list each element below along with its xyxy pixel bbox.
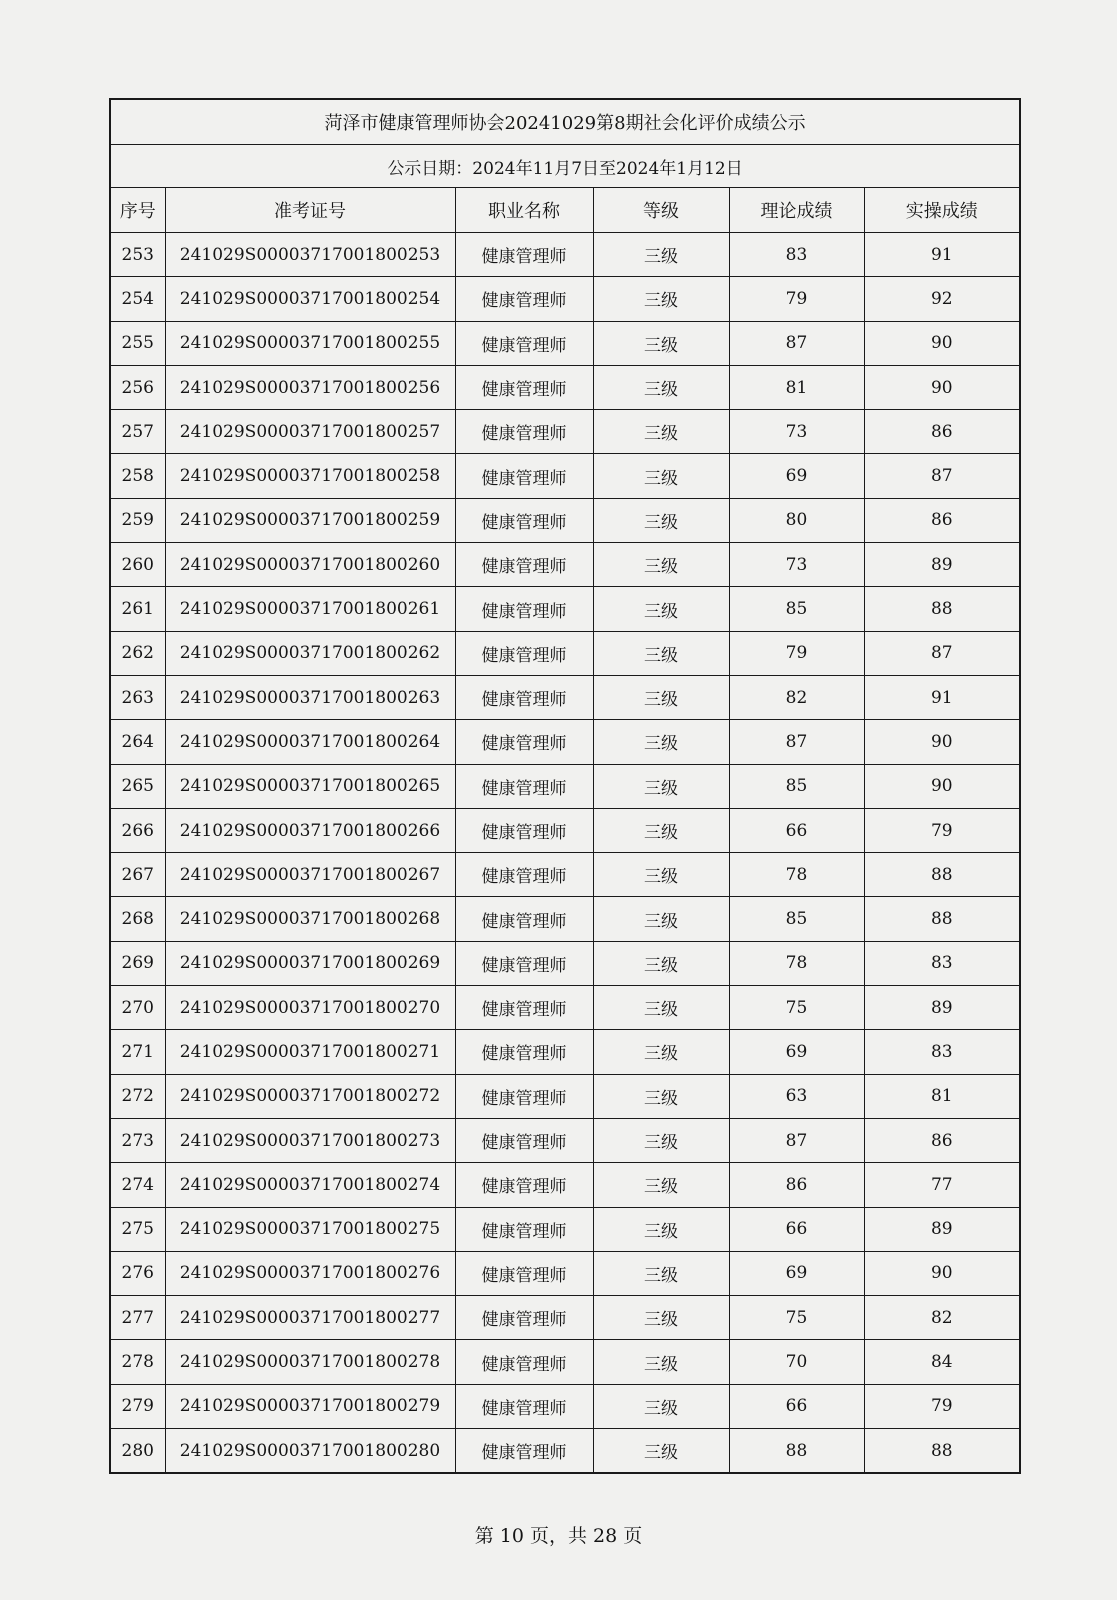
cell-index: 257 bbox=[110, 410, 165, 454]
cell-theory-score: 66 bbox=[729, 1207, 864, 1251]
cell-exam-id: 241029S00003717001800260 bbox=[165, 543, 455, 587]
cell-index: 260 bbox=[110, 543, 165, 587]
cell-theory-score: 66 bbox=[729, 1384, 864, 1428]
cell-practical-score: 82 bbox=[864, 1296, 1020, 1340]
cell-level: 三级 bbox=[593, 498, 729, 542]
cell-theory-score: 87 bbox=[729, 1118, 864, 1162]
cell-level: 三级 bbox=[593, 675, 729, 719]
table-row bbox=[110, 277, 1020, 321]
cell-level: 三级 bbox=[593, 1384, 729, 1428]
cell-level: 三级 bbox=[593, 454, 729, 498]
cell-level: 三级 bbox=[593, 808, 729, 852]
cell-theory-score: 85 bbox=[729, 897, 864, 941]
cell-practical-score: 86 bbox=[864, 498, 1020, 542]
cell-index: 271 bbox=[110, 1030, 165, 1074]
cell-theory-score: 79 bbox=[729, 631, 864, 675]
cell-practical-score: 77 bbox=[864, 1163, 1020, 1207]
cell-theory-score: 85 bbox=[729, 764, 864, 808]
cell-practical-score: 79 bbox=[864, 808, 1020, 852]
table-row bbox=[110, 233, 1020, 277]
table-row bbox=[110, 1030, 1020, 1074]
cell-practical-score: 83 bbox=[864, 941, 1020, 985]
col-header-theory-score: 理论成绩 bbox=[729, 188, 864, 233]
cell-exam-id: 241029S00003717001800277 bbox=[165, 1296, 455, 1340]
table-row bbox=[110, 365, 1020, 409]
table-row bbox=[110, 853, 1020, 897]
cell-practical-score: 83 bbox=[864, 1030, 1020, 1074]
cell-exam-id: 241029S00003717001800272 bbox=[165, 1074, 455, 1118]
cell-level: 三级 bbox=[593, 1074, 729, 1118]
cell-theory-score: 86 bbox=[729, 1163, 864, 1207]
table-row bbox=[110, 498, 1020, 542]
cell-occupation: 健康管理师 bbox=[455, 1340, 593, 1384]
cell-theory-score: 88 bbox=[729, 1429, 864, 1474]
cell-exam-id: 241029S00003717001800269 bbox=[165, 941, 455, 985]
page-footer: 第 10 页，共 28 页 bbox=[474, 1525, 643, 1547]
table-row bbox=[110, 808, 1020, 852]
cell-exam-id: 241029S00003717001800279 bbox=[165, 1384, 455, 1428]
cell-theory-score: 69 bbox=[729, 1251, 864, 1295]
cell-occupation: 健康管理师 bbox=[455, 498, 593, 542]
cell-occupation: 健康管理师 bbox=[455, 853, 593, 897]
cell-occupation: 健康管理师 bbox=[455, 1251, 593, 1295]
score-table bbox=[109, 98, 1021, 1474]
cell-level: 三级 bbox=[593, 897, 729, 941]
cell-exam-id: 241029S00003717001800276 bbox=[165, 1251, 455, 1295]
cell-occupation: 健康管理师 bbox=[455, 1384, 593, 1428]
cell-theory-score: 81 bbox=[729, 365, 864, 409]
cell-exam-id: 241029S00003717001800261 bbox=[165, 587, 455, 631]
cell-index: 254 bbox=[110, 277, 165, 321]
cell-exam-id: 241029S00003717001800266 bbox=[165, 808, 455, 852]
table-row bbox=[110, 941, 1020, 985]
header-row bbox=[110, 188, 1020, 233]
cell-exam-id: 241029S00003717001800280 bbox=[165, 1429, 455, 1474]
cell-level: 三级 bbox=[593, 853, 729, 897]
cell-occupation: 健康管理师 bbox=[455, 1074, 593, 1118]
table-row bbox=[110, 1163, 1020, 1207]
cell-theory-score: 80 bbox=[729, 498, 864, 542]
cell-practical-score: 89 bbox=[864, 986, 1020, 1030]
cell-index: 267 bbox=[110, 853, 165, 897]
cell-exam-id: 241029S00003717001800263 bbox=[165, 675, 455, 719]
cell-occupation: 健康管理师 bbox=[455, 941, 593, 985]
cell-exam-id: 241029S00003717001800271 bbox=[165, 1030, 455, 1074]
cell-index: 259 bbox=[110, 498, 165, 542]
cell-exam-id: 241029S00003717001800264 bbox=[165, 720, 455, 764]
table-row bbox=[110, 1207, 1020, 1251]
cell-level: 三级 bbox=[593, 233, 729, 277]
cell-index: 279 bbox=[110, 1384, 165, 1428]
cell-occupation: 健康管理师 bbox=[455, 1207, 593, 1251]
cell-practical-score: 88 bbox=[864, 897, 1020, 941]
cell-occupation: 健康管理师 bbox=[455, 454, 593, 498]
cell-practical-score: 89 bbox=[864, 1207, 1020, 1251]
cell-occupation: 健康管理师 bbox=[455, 543, 593, 587]
cell-exam-id: 241029S00003717001800274 bbox=[165, 1163, 455, 1207]
cell-index: 266 bbox=[110, 808, 165, 852]
cell-exam-id: 241029S00003717001800270 bbox=[165, 986, 455, 1030]
cell-exam-id: 241029S00003717001800273 bbox=[165, 1118, 455, 1162]
cell-occupation: 健康管理师 bbox=[455, 808, 593, 852]
cell-level: 三级 bbox=[593, 1251, 729, 1295]
cell-level: 三级 bbox=[593, 1163, 729, 1207]
cell-level: 三级 bbox=[593, 1030, 729, 1074]
cell-practical-score: 90 bbox=[864, 321, 1020, 365]
table-row bbox=[110, 631, 1020, 675]
cell-exam-id: 241029S00003717001800257 bbox=[165, 410, 455, 454]
cell-occupation: 健康管理师 bbox=[455, 631, 593, 675]
cell-practical-score: 87 bbox=[864, 631, 1020, 675]
cell-occupation: 健康管理师 bbox=[455, 587, 593, 631]
cell-theory-score: 66 bbox=[729, 808, 864, 852]
cell-occupation: 健康管理师 bbox=[455, 1296, 593, 1340]
cell-exam-id: 241029S00003717001800265 bbox=[165, 764, 455, 808]
cell-index: 265 bbox=[110, 764, 165, 808]
cell-index: 274 bbox=[110, 1163, 165, 1207]
cell-index: 256 bbox=[110, 365, 165, 409]
cell-level: 三级 bbox=[593, 1429, 729, 1474]
cell-occupation: 健康管理师 bbox=[455, 277, 593, 321]
cell-theory-score: 85 bbox=[729, 587, 864, 631]
cell-theory-score: 87 bbox=[729, 720, 864, 764]
cell-level: 三级 bbox=[593, 587, 729, 631]
cell-level: 三级 bbox=[593, 941, 729, 985]
cell-occupation: 健康管理师 bbox=[455, 986, 593, 1030]
cell-occupation: 健康管理师 bbox=[455, 365, 593, 409]
cell-index: 261 bbox=[110, 587, 165, 631]
cell-level: 三级 bbox=[593, 986, 729, 1030]
col-header-level: 等级 bbox=[593, 188, 729, 233]
table-row bbox=[110, 897, 1020, 941]
cell-level: 三级 bbox=[593, 277, 729, 321]
cell-theory-score: 87 bbox=[729, 321, 864, 365]
cell-practical-score: 88 bbox=[864, 1429, 1020, 1474]
cell-practical-score: 88 bbox=[864, 853, 1020, 897]
cell-level: 三级 bbox=[593, 1118, 729, 1162]
cell-level: 三级 bbox=[593, 410, 729, 454]
cell-occupation: 健康管理师 bbox=[455, 897, 593, 941]
cell-theory-score: 69 bbox=[729, 1030, 864, 1074]
cell-practical-score: 90 bbox=[864, 365, 1020, 409]
table-row bbox=[110, 1118, 1020, 1162]
table-body bbox=[110, 233, 1020, 1474]
cell-theory-score: 78 bbox=[729, 941, 864, 985]
cell-index: 263 bbox=[110, 675, 165, 719]
cell-occupation: 健康管理师 bbox=[455, 1429, 593, 1474]
table-row bbox=[110, 543, 1020, 587]
table-row bbox=[110, 1074, 1020, 1118]
cell-occupation: 健康管理师 bbox=[455, 1118, 593, 1162]
cell-exam-id: 241029S00003717001800255 bbox=[165, 321, 455, 365]
cell-occupation: 健康管理师 bbox=[455, 1163, 593, 1207]
cell-index: 269 bbox=[110, 941, 165, 985]
cell-practical-score: 87 bbox=[864, 454, 1020, 498]
table-row bbox=[110, 675, 1020, 719]
cell-practical-score: 91 bbox=[864, 233, 1020, 277]
cell-theory-score: 70 bbox=[729, 1340, 864, 1384]
col-header-index: 序号 bbox=[110, 188, 165, 233]
table-title: 菏泽市健康管理师协会20241029第8期社会化评价成绩公示 bbox=[110, 99, 1020, 145]
cell-occupation: 健康管理师 bbox=[455, 410, 593, 454]
cell-index: 280 bbox=[110, 1429, 165, 1474]
cell-practical-score: 90 bbox=[864, 720, 1020, 764]
table-row bbox=[110, 720, 1020, 764]
cell-theory-score: 79 bbox=[729, 277, 864, 321]
cell-index: 268 bbox=[110, 897, 165, 941]
cell-occupation: 健康管理师 bbox=[455, 764, 593, 808]
cell-exam-id: 241029S00003717001800275 bbox=[165, 1207, 455, 1251]
cell-index: 270 bbox=[110, 986, 165, 1030]
table-row bbox=[110, 321, 1020, 365]
cell-exam-id: 241029S00003717001800258 bbox=[165, 454, 455, 498]
col-header-practical-score: 实操成绩 bbox=[864, 188, 1020, 233]
cell-occupation: 健康管理师 bbox=[455, 233, 593, 277]
table-row bbox=[110, 1384, 1020, 1428]
cell-exam-id: 241029S00003717001800259 bbox=[165, 498, 455, 542]
cell-practical-score: 89 bbox=[864, 543, 1020, 587]
cell-level: 三级 bbox=[593, 764, 729, 808]
cell-level: 三级 bbox=[593, 720, 729, 764]
cell-exam-id: 241029S00003717001800253 bbox=[165, 233, 455, 277]
cell-theory-score: 73 bbox=[729, 410, 864, 454]
cell-level: 三级 bbox=[593, 543, 729, 587]
cell-practical-score: 81 bbox=[864, 1074, 1020, 1118]
table-row bbox=[110, 1429, 1020, 1474]
cell-index: 255 bbox=[110, 321, 165, 365]
cell-practical-score: 92 bbox=[864, 277, 1020, 321]
cell-theory-score: 75 bbox=[729, 986, 864, 1030]
cell-index: 253 bbox=[110, 233, 165, 277]
cell-occupation: 健康管理师 bbox=[455, 675, 593, 719]
cell-theory-score: 75 bbox=[729, 1296, 864, 1340]
cell-theory-score: 73 bbox=[729, 543, 864, 587]
cell-index: 272 bbox=[110, 1074, 165, 1118]
cell-practical-score: 90 bbox=[864, 764, 1020, 808]
col-header-occupation: 职业名称 bbox=[455, 188, 593, 233]
cell-occupation: 健康管理师 bbox=[455, 321, 593, 365]
table-row bbox=[110, 1340, 1020, 1384]
cell-index: 264 bbox=[110, 720, 165, 764]
cell-exam-id: 241029S00003717001800267 bbox=[165, 853, 455, 897]
cell-index: 273 bbox=[110, 1118, 165, 1162]
notice-date: 公示日期：2024年11月7日至2024年1月12日 bbox=[110, 145, 1020, 188]
cell-exam-id: 241029S00003717001800278 bbox=[165, 1340, 455, 1384]
cell-occupation: 健康管理师 bbox=[455, 1030, 593, 1074]
table-row bbox=[110, 410, 1020, 454]
cell-practical-score: 88 bbox=[864, 587, 1020, 631]
cell-theory-score: 63 bbox=[729, 1074, 864, 1118]
cell-level: 三级 bbox=[593, 631, 729, 675]
cell-theory-score: 82 bbox=[729, 675, 864, 719]
date-row bbox=[110, 145, 1020, 188]
cell-practical-score: 90 bbox=[864, 1251, 1020, 1295]
cell-index: 276 bbox=[110, 1251, 165, 1295]
table-row bbox=[110, 454, 1020, 498]
cell-occupation: 健康管理师 bbox=[455, 720, 593, 764]
cell-level: 三级 bbox=[593, 365, 729, 409]
cell-exam-id: 241029S00003717001800254 bbox=[165, 277, 455, 321]
cell-exam-id: 241029S00003717001800256 bbox=[165, 365, 455, 409]
cell-level: 三级 bbox=[593, 1340, 729, 1384]
cell-practical-score: 84 bbox=[864, 1340, 1020, 1384]
cell-exam-id: 241029S00003717001800262 bbox=[165, 631, 455, 675]
table-row bbox=[110, 1296, 1020, 1340]
cell-practical-score: 79 bbox=[864, 1384, 1020, 1428]
table-row bbox=[110, 587, 1020, 631]
cell-index: 277 bbox=[110, 1296, 165, 1340]
table-row bbox=[110, 764, 1020, 808]
cell-theory-score: 69 bbox=[729, 454, 864, 498]
col-header-exam-id: 准考证号 bbox=[165, 188, 455, 233]
title-row bbox=[110, 99, 1020, 145]
cell-practical-score: 91 bbox=[864, 675, 1020, 719]
cell-index: 275 bbox=[110, 1207, 165, 1251]
cell-practical-score: 86 bbox=[864, 410, 1020, 454]
cell-level: 三级 bbox=[593, 1207, 729, 1251]
cell-index: 258 bbox=[110, 454, 165, 498]
cell-theory-score: 83 bbox=[729, 233, 864, 277]
cell-theory-score: 78 bbox=[729, 853, 864, 897]
cell-index: 278 bbox=[110, 1340, 165, 1384]
cell-practical-score: 86 bbox=[864, 1118, 1020, 1162]
cell-exam-id: 241029S00003717001800268 bbox=[165, 897, 455, 941]
table-row bbox=[110, 1251, 1020, 1295]
cell-level: 三级 bbox=[593, 1296, 729, 1340]
cell-index: 262 bbox=[110, 631, 165, 675]
cell-level: 三级 bbox=[593, 321, 729, 365]
table-row bbox=[110, 986, 1020, 1030]
